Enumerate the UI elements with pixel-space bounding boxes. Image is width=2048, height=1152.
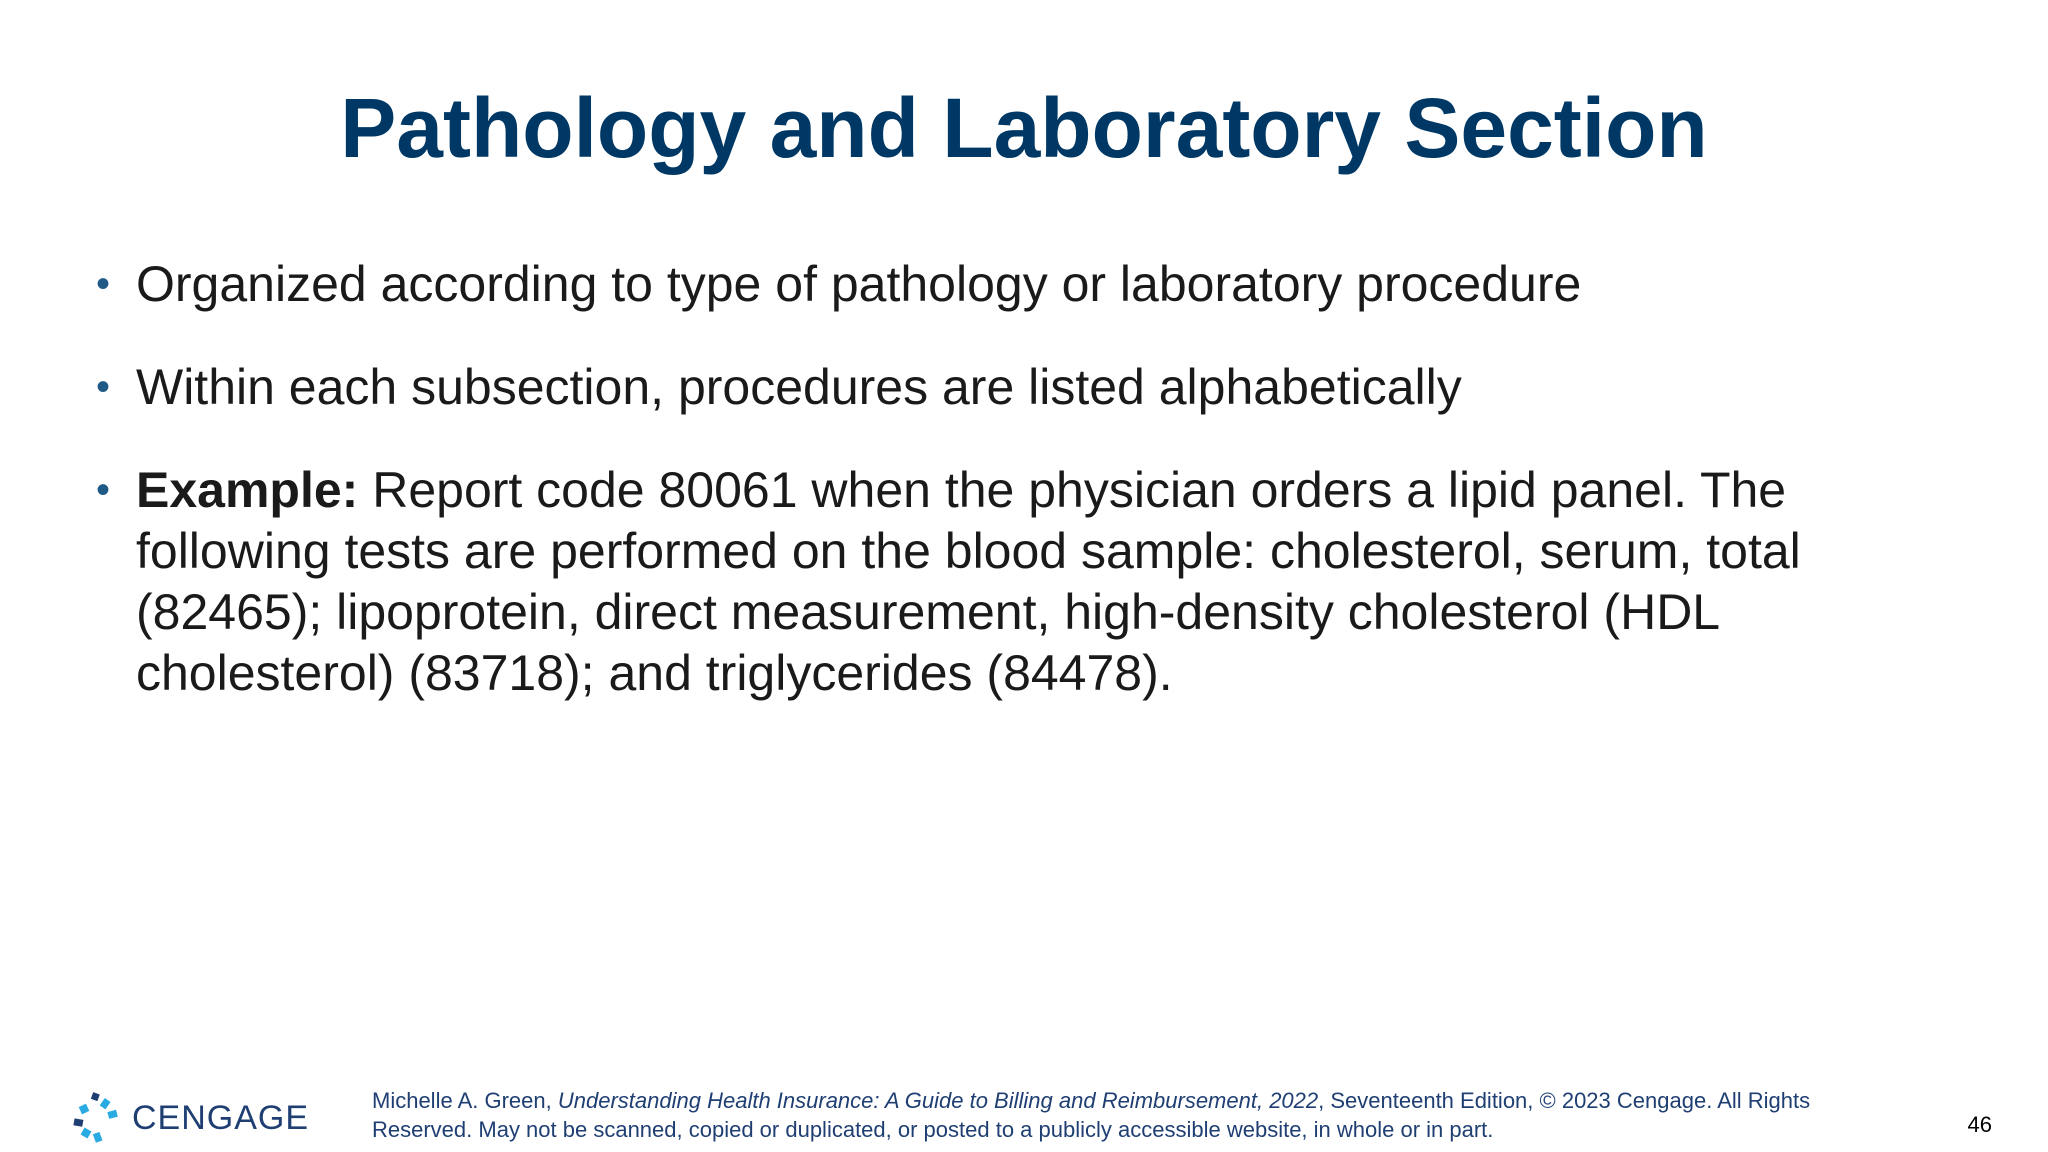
cengage-logo-icon [70,1091,124,1145]
bullet-text: Organized according to type of pathology or laboratory procedure [136,256,1582,312]
credit-author: Michelle A. Green, [372,1088,558,1113]
bullet-marker: • [96,365,111,409]
cengage-logo [70,1090,309,1146]
bullet-marker: • [96,262,111,306]
credit-rights: , Seventeenth Edition, © 2023 Cengage. All Rights Reserved. May not be scanned, copied or duplicated, or posted to a publicly accessible website, in whole or in part. [372,1088,1811,1142]
bullet-lead: Example: [136,462,359,518]
credit-book-title: Understanding Health Insurance: A Guide to Billing and Reimbursement, 2022 [557,1088,1319,1113]
page-number: 46 [1967,1112,1992,1137]
slide-title: Pathology and Laboratory Section [340,81,1708,175]
cengage-logo-text: CENGAGE [132,1099,310,1137]
bullet-text: Report code 80061 when the physician orders a lipid panel. The following tests are performed on the blood sample: cholesterol, serum, total (82465); lipoprotein, direct measurement, high-density cholesterol (HDL cholesterol) (83718); and triglycerides (84478). [136,462,1801,701]
bullet-text: Within each subsection, procedures are listed alphabetically [136,359,1462,415]
bullet-item [96,460,1916,704]
bullet-item [96,357,1916,418]
bullet-list [96,254,1916,746]
bullet-marker: • [96,468,111,512]
bullet-item [96,254,1916,315]
footer-credit [372,1086,1872,1144]
